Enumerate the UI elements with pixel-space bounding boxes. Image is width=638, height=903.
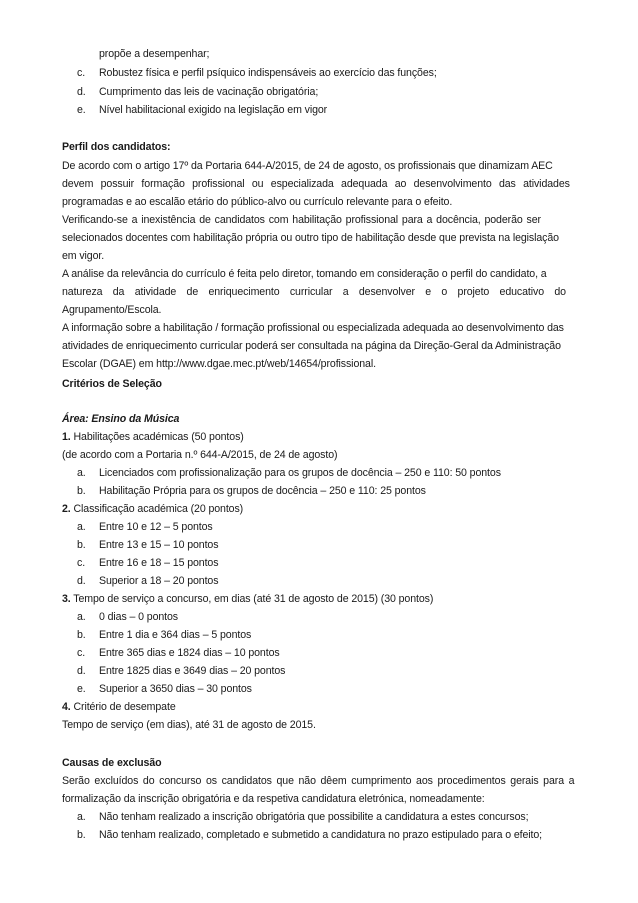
list-text: Não tenham realizado, completado e submetido a candidatura no prazo estipulado para o efeito; bbox=[99, 829, 542, 841]
criterion-text: Habilitações académicas (50 pontos) bbox=[73, 431, 244, 443]
list-letter: d. bbox=[77, 86, 86, 98]
list-letter: c. bbox=[77, 647, 86, 659]
section-heading-exclusao: Causas de exclusão bbox=[62, 757, 162, 769]
paragraph-line: Verificando-se a inexistência de candidatos com habilitação profissional para a docência, poderão ser bbox=[62, 214, 541, 226]
list-text: Nível habilitacional exigido na legislação em vigor bbox=[99, 104, 328, 116]
list-letter: a. bbox=[77, 521, 86, 533]
criterion-number: 2. bbox=[62, 503, 71, 515]
area-heading: Área: Ensino da Música bbox=[62, 413, 180, 425]
paragraph-line: programadas e ao escalão etário do público-alvo ou currículo relevante para o efeito. bbox=[62, 196, 453, 208]
list-text: 0 dias – 0 pontos bbox=[99, 611, 178, 623]
list-letter: e. bbox=[77, 104, 86, 116]
criterion-text: Tempo de serviço a concurso, em dias (até 31 de agosto de 2015) (30 pontos) bbox=[73, 593, 434, 605]
list-letter: d. bbox=[77, 665, 86, 677]
list-text: Robustez física e perfil psíquico indispensáveis ao exercício das funções; bbox=[99, 67, 437, 79]
paragraph-line: devem possuir formação profissional ou especializada adequada ao desenvolvimento das atividades bbox=[62, 178, 570, 190]
paragraph-line: formalização da inscrição obrigatória e da respetiva candidatura eletrónica, nomeadamente: bbox=[62, 793, 485, 805]
criterion-number: 3. bbox=[62, 593, 71, 605]
list-text: Superior a 3650 dias – 30 pontos bbox=[99, 683, 252, 695]
paragraph-line: A informação sobre a habilitação / formação profissional ou especializada adequada ao desenvolvimento das bbox=[62, 322, 564, 334]
list-letter: d. bbox=[77, 575, 86, 587]
list-text: Entre 16 e 18 – 15 pontos bbox=[99, 557, 219, 569]
paragraph-line: selecionados docentes com habilitação própria ou outro tipo de habilitação desde que prevista na legislação bbox=[62, 232, 559, 244]
list-text: Superior a 18 – 20 pontos bbox=[99, 575, 219, 587]
list-text: Entre 1825 dias e 3649 dias – 20 pontos bbox=[99, 665, 286, 677]
list-letter: c. bbox=[77, 557, 86, 569]
paragraph-line: em vigor. bbox=[62, 250, 105, 262]
list-letter: b. bbox=[77, 539, 86, 551]
list-text: Licenciados com profissionalização para os grupos de docência – 250 e 110: 50 pontos bbox=[99, 467, 501, 479]
paragraph-line: A análise da relevância do currículo é feita pelo diretor, tomando em consideração o perfil do candidato, a bbox=[62, 268, 547, 280]
list-letter: a. bbox=[77, 811, 86, 823]
list-letter: b. bbox=[77, 829, 86, 841]
criterion-2 bbox=[62, 500, 243, 518]
list-text: Entre 365 dias e 1824 dias – 10 pontos bbox=[99, 647, 280, 659]
section-heading-perfil: Perfil dos candidatos: bbox=[62, 141, 171, 153]
list-continuation: propõe a desempenhar; bbox=[99, 48, 210, 60]
criterion-text: Classificação académica (20 pontos) bbox=[73, 503, 244, 515]
list-letter: a. bbox=[77, 467, 86, 479]
paragraph-line: Agrupamento/Escola. bbox=[62, 304, 162, 316]
criterion-1 bbox=[62, 428, 244, 446]
section-heading-criterios: Critérios de Seleção bbox=[62, 378, 162, 390]
list-text: Entre 10 e 12 – 5 pontos bbox=[99, 521, 213, 533]
list-letter: b. bbox=[77, 629, 86, 641]
list-text: Entre 13 e 15 – 10 pontos bbox=[99, 539, 219, 551]
paragraph-line: Escolar (DGAE) em http://www.dgae.mec.pt/web/14654/profissional. bbox=[62, 358, 376, 370]
criterion-text: Critério de desempate bbox=[73, 701, 176, 713]
criterion-note: Tempo de serviço (em dias), até 31 de agosto de 2015. bbox=[62, 719, 316, 731]
list-letter: a. bbox=[77, 611, 86, 623]
list-text: Habilitação Própria para os grupos de docência – 250 e 110: 25 pontos bbox=[99, 485, 426, 497]
paragraph-line: natureza da atividade de enriquecimento curricular a desenvolver e o projeto educativo do bbox=[62, 286, 566, 298]
list-letter: b. bbox=[77, 485, 86, 497]
criterion-4 bbox=[62, 698, 176, 716]
paragraph-line: atividades de enriquecimento curricular poderá ser consultada na página da Direção-Geral da Administração bbox=[62, 340, 561, 352]
list-letter: c. bbox=[77, 67, 86, 79]
list-text: Entre 1 dia e 364 dias – 5 pontos bbox=[99, 629, 252, 641]
criterion-number: 4. bbox=[62, 701, 71, 713]
list-letter: e. bbox=[77, 683, 86, 695]
paragraph-line: De acordo com o artigo 17º da Portaria 644-A/2015, de 24 de agosto, os profissionais que dinamizam AEC bbox=[62, 160, 553, 172]
list-text: Não tenham realizado a inscrição obrigatória que possibilite a candidatura a estes concursos; bbox=[99, 811, 529, 823]
list-text: Cumprimento das leis de vacinação obrigatória; bbox=[99, 86, 319, 98]
criterion-note: (de acordo com a Portaria n.º 644-A/2015, de 24 de agosto) bbox=[62, 449, 338, 461]
criterion-number: 1. bbox=[62, 431, 71, 443]
paragraph-line: Serão excluídos do concurso os candidatos que não dêem cumprimento aos procedimentos gerais para a bbox=[62, 775, 575, 787]
criterion-3 bbox=[62, 590, 433, 608]
